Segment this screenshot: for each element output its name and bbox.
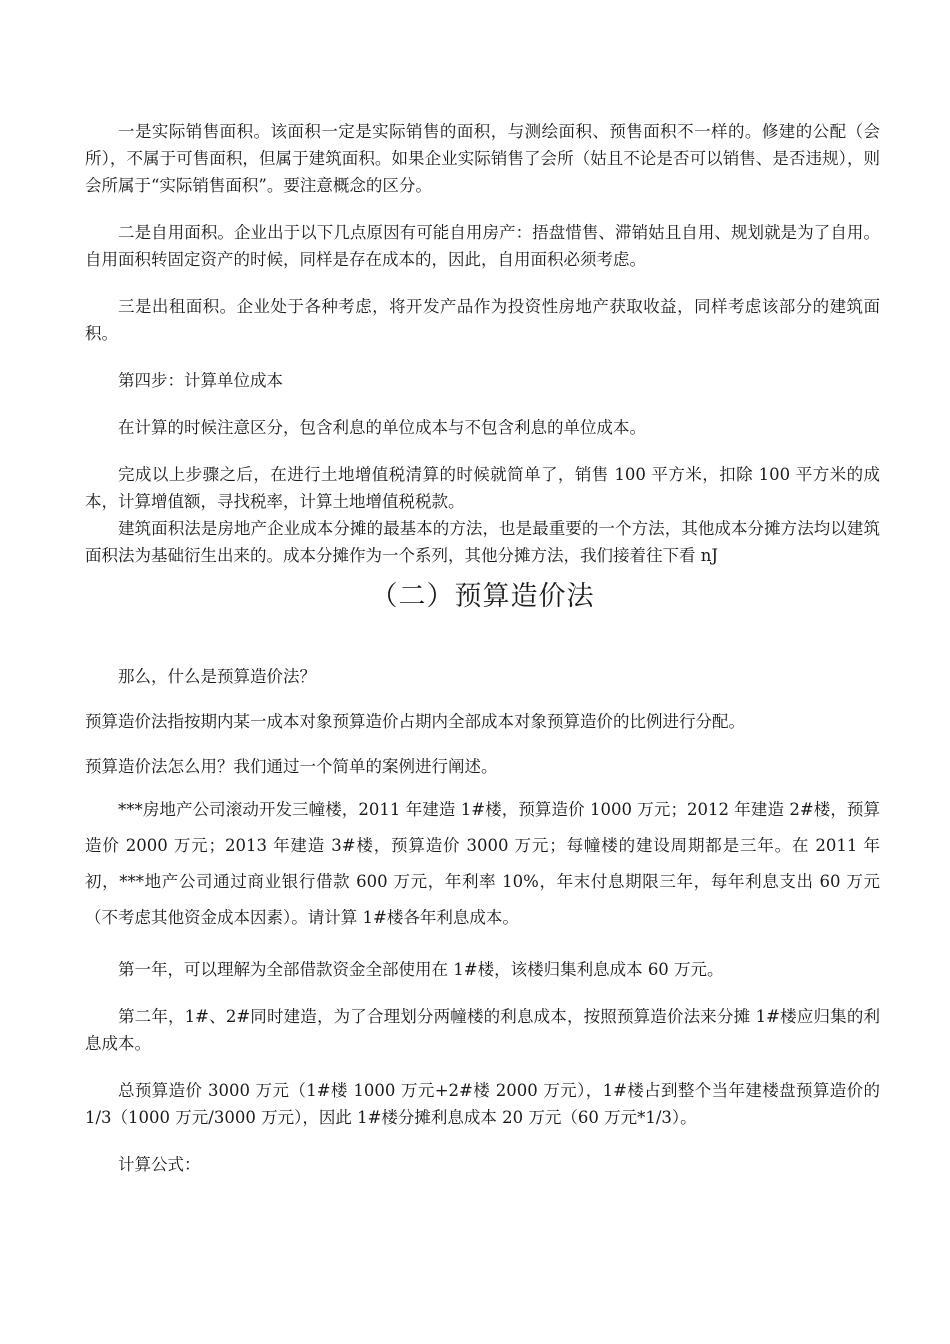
formula-heading: 计算公式： [118, 1155, 201, 1174]
step-four-heading: 第四步：计算单位成本 [118, 371, 283, 390]
paragraph-area-method-summary: 建筑面积法是房地产企业成本分摊的最基本的方法，也是最重要的一个方法，其他成本分摊方法均以建筑面积法为基础衍生出来的。成本分摊作为一个系列，其他分摊方法，我们接着往下看 nJ [85, 519, 880, 565]
budget-method-definition: 预算造价法指按期内某一成本对象预算造价占期内全部成本对象预算造价的比例进行分配。 [85, 712, 745, 731]
paragraph-unit-cost-note: 在计算的时候注意区分，包含利息的单位成本与不包含利息的单位成本。 [118, 418, 646, 437]
section-title: （二）预算造价法 [370, 581, 595, 612]
case-description: ***房地产公司滚动开发三幢楼，2011 年建造 1#楼，预算造价 1000 万元；2012 年建造 2#楼，预算造价 2000 万元；2013 年建造 3#楼，预算造价 3000 万元；每幢楼的建设周期都是三年。在 2011 年初，***地产公司通过商业银行借款 600 万元，年利率 10%，年末付息期限三年，每年利息支出 60 万元（不考虑其他资金成本因素）。请计算 1#楼各年利息成本。 [85, 800, 880, 927]
budget-method-usage-intro: 预算造价法怎么用？我们通过一个简单的案例进行阐述。 [85, 757, 498, 776]
paragraph-self-use-area: 二是自用面积。企业出于以下几点原因有可能自用房产：捂盘惜售、滞销姑且自用、规划就是为了自用。自用面积转固定资产的时候，同样是存在成本的，因此，自用面积必须考虑。 [85, 223, 880, 269]
paragraph-rental-area: 三是出租面积。企业处于各种考虑，将开发产品作为投资性房地产获取收益，同样考虑该部分的建筑面积。 [85, 297, 880, 343]
document-page [85, 118, 880, 1178]
total-budget-explanation: 总预算造价 3000 万元（1#楼 1000 万元+2#楼 2000 万元），1#楼占到整个当年建楼盘预算造价的 1/3（1000 万元/3000 万元），因此 1#楼分摊利息成本 20 万元（60 万元*1/3）。 [85, 1081, 880, 1127]
first-year-explanation: 第一年，可以理解为全部借款资金全部使用在 1#楼，该楼归集利息成本 60 万元。 [118, 960, 724, 979]
second-year-explanation: 第二年，1#、2#同时建造，为了合理划分两幢楼的利息成本，按照预算造价法来分摊 1#楼应归集的利息成本。 [85, 1007, 880, 1053]
paragraph-land-vat-calc: 完成以上步骤之后，在进行土地增值税清算的时候就简单了，销售 100 平方米，扣除 100 平方米的成本，计算增值额，寻找税率，计算土地增值税税款。 [85, 465, 880, 511]
question-what-is-budget-method: 那么，什么是预算造价法？ [118, 667, 316, 686]
paragraph-actual-sales-area: 一是实际销售面积。该面积一定是实际销售的面积，与测绘面积、预售面积不一样的。修建的公配（会所），不属于可售面积，但属于建筑面积。如果企业实际销售了会所（姑且不论是否可以销售、是否违规），则会所属于“实际销售面积”。要注意概念的区分。 [85, 122, 880, 195]
